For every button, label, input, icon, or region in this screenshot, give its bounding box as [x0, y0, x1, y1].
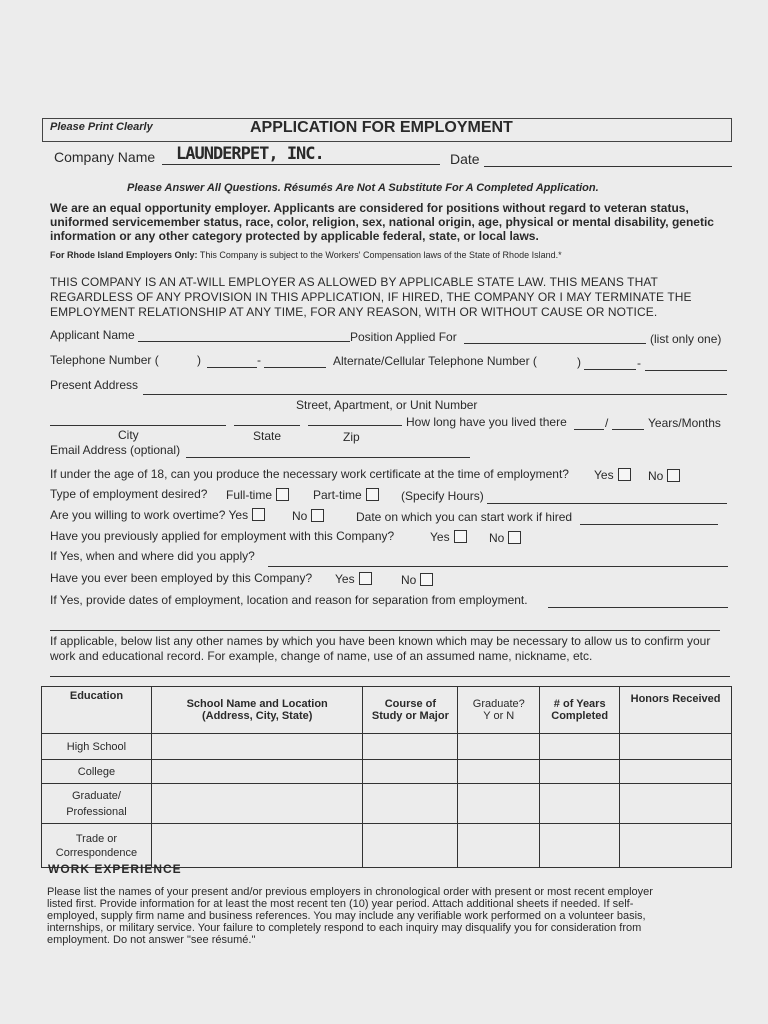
table-cell[interactable]	[458, 784, 540, 824]
employment-type-question: Type of employment desired?	[50, 487, 208, 501]
table-cell[interactable]	[620, 784, 732, 824]
overtime-no[interactable]	[292, 509, 324, 523]
previously-applied-no-checkbox[interactable]	[508, 531, 521, 544]
city-field[interactable]	[50, 425, 226, 426]
present-address-field[interactable]	[143, 394, 727, 395]
position-applied-label: Position Applied For	[350, 330, 457, 344]
specify-hours-label: (Specify Hours)	[401, 489, 484, 503]
previously-employed-yes-checkbox[interactable]	[359, 572, 372, 585]
state-caption: State	[253, 429, 282, 443]
graduate-header: Graduate? Y or N	[458, 687, 540, 734]
table-cell[interactable]	[458, 824, 540, 868]
table-cell[interactable]	[458, 734, 540, 760]
dates-reason-field-2[interactable]	[50, 630, 720, 631]
previously-employed-question: Have you ever been employed by this Company?	[50, 571, 313, 585]
table-cell[interactable]	[151, 784, 363, 824]
position-applied-field[interactable]	[464, 343, 646, 344]
table-cell[interactable]	[363, 824, 458, 868]
tel-close-paren: )	[197, 353, 201, 367]
street-caption: Street, Apartment, or Unit Number	[296, 398, 478, 412]
months-field[interactable]	[612, 429, 644, 430]
at-will-statement: THIS COMPANY IS AN AT-WILL EMPLOYER AS ALLOWED BY APPLICABLE STATE LAW. THIS MEANS THAT REGARDLESS OF ANY PROVISION IN THIS APPLICATION, IF HIRED, THE COMPANY OR I MAY TERMINATE THE EMPLOYMENT RELATIONSHIP AT ANY TIME, FOR ANY REASON, WITH OR WITHOUT CAUSE OR NOTICE.	[50, 275, 692, 319]
table-cell[interactable]	[540, 734, 620, 760]
part-time-option[interactable]	[313, 488, 379, 502]
telephone-label: Telephone Number (	[50, 353, 159, 367]
table-cell[interactable]	[363, 734, 458, 760]
previously-employed-no[interactable]	[401, 573, 433, 587]
previously-applied-no[interactable]	[489, 531, 521, 545]
under-18-no[interactable]	[648, 469, 680, 483]
previously-employed-no-checkbox[interactable]	[420, 573, 433, 586]
tel-dash: -	[257, 353, 261, 367]
other-names-instructions: If applicable, below list any other names by which you have been known which may be necessary to allow us to confirm your work and educational record. For example, change of name, use of an assumed name, nickname, etc.	[50, 634, 711, 663]
overtime-no-label: No	[292, 509, 308, 523]
company-name-value: LAUNDERPET, INC.	[176, 144, 324, 164]
print-clearly-note: Please Print Clearly	[50, 121, 153, 133]
previously-employed-yes-label: Yes	[335, 572, 355, 586]
education-header: Education	[42, 687, 152, 734]
start-date-field[interactable]	[580, 524, 718, 525]
previously-applied-yes[interactable]	[430, 530, 467, 544]
table-cell[interactable]	[620, 760, 732, 784]
applicant-name-field[interactable]	[138, 341, 350, 342]
rhode-island-note: For Rhode Island Employers Only: This Company is subject to the Workers' Compensation laws of the State of Rhode Island.*	[50, 250, 562, 260]
specify-hours-field[interactable]	[487, 503, 727, 504]
under-18-no-label: No	[648, 469, 664, 483]
telephone-field-prefix[interactable]	[207, 367, 257, 368]
company-name-line[interactable]	[162, 164, 440, 165]
table-cell[interactable]	[151, 734, 363, 760]
email-label: Email Address (optional)	[50, 443, 181, 457]
email-field[interactable]	[186, 457, 470, 458]
overtime-label: Are you willing to work overtime? Yes	[50, 508, 249, 522]
table-cell[interactable]	[363, 784, 458, 824]
overtime-yes-checkbox[interactable]	[252, 508, 265, 521]
alt-tel-dash: -	[637, 356, 641, 370]
table-cell[interactable]	[620, 824, 732, 868]
overtime-question[interactable]	[50, 508, 265, 522]
previously-employed-yes[interactable]	[335, 572, 372, 586]
under-18-no-checkbox[interactable]	[667, 469, 680, 482]
years-field[interactable]	[574, 429, 604, 430]
alt-telephone-field-number[interactable]	[645, 370, 727, 371]
table-row	[42, 824, 732, 868]
table-cell[interactable]	[458, 760, 540, 784]
when-where-question: If Yes, when and where did you apply?	[50, 549, 255, 563]
row-label-trade: Trade or Correspondence	[42, 824, 152, 868]
honors-header: Honors Received	[620, 687, 732, 734]
other-names-field[interactable]	[50, 676, 730, 677]
table-cell[interactable]	[151, 824, 363, 868]
table-row	[42, 734, 732, 760]
alt-telephone-label: Alternate/Cellular Telephone Number (	[333, 354, 537, 368]
under-18-question: If under the age of 18, can you produce the necessary work certificate at the time of employment?	[50, 467, 569, 481]
state-field[interactable]	[234, 425, 300, 426]
dates-reason-field-1[interactable]	[548, 607, 728, 608]
date-label: Date	[450, 151, 480, 167]
table-cell[interactable]	[540, 760, 620, 784]
previously-applied-yes-label: Yes	[430, 530, 450, 544]
table-cell[interactable]	[363, 760, 458, 784]
years-months-label: Years/Months	[648, 416, 721, 430]
full-time-checkbox[interactable]	[276, 488, 289, 501]
course-header: Course of Study or Major	[363, 687, 458, 734]
telephone-field-number[interactable]	[264, 367, 326, 368]
page-title: APPLICATION FOR EMPLOYMENT	[250, 119, 513, 136]
years-completed-header: # of Years Completed	[540, 687, 620, 734]
answer-all-notice: Please Answer All Questions. Résumés Are Not A Substitute For A Completed Application.	[127, 182, 599, 194]
row-label-graduate: Graduate/ Professional	[42, 784, 152, 824]
company-name-label: Company Name	[54, 149, 156, 165]
full-time-option[interactable]	[226, 488, 289, 502]
work-experience-heading: WORK EXPERIENCE	[48, 862, 182, 876]
under-18-yes-label: Yes	[594, 468, 614, 482]
under-18-yes[interactable]	[594, 468, 631, 482]
zip-field[interactable]	[308, 425, 402, 426]
start-date-label: Date on which you can start work if hired	[356, 510, 573, 524]
previously-employed-no-label: No	[401, 573, 417, 587]
present-address-label: Present Address	[50, 378, 139, 392]
table-row	[42, 760, 732, 784]
part-time-label: Part-time	[313, 488, 362, 502]
years-months-slash: /	[605, 416, 609, 430]
row-label-college: College	[42, 760, 152, 784]
overtime-no-checkbox[interactable]	[311, 509, 324, 522]
zip-caption: Zip	[343, 430, 360, 444]
education-header-row	[42, 687, 732, 734]
city-caption: City	[118, 428, 139, 442]
eeo-statement: We are an equal opportunity employer. Applicants are considered for positions without regard to veteran status, uniformed servicemember status, race, color, religion, sex, national origin, age, physical or mental disability, genetic information or any other category protected by applicable federal, state, or local laws.	[50, 201, 714, 243]
previously-applied-question: Have you previously applied for employment with this Company?	[50, 529, 395, 543]
work-experience-instructions: Please list the names of your present and/or previous employers in chronological order with present or most recent employer listed first. Provide information for at least the most recent ten (10) year period. Attach additional sheets if needed. If self- employed, supply firm name and business references. You may include any verifiable work performed on a volunteer basis, internships, or military service. Your failure to completely respond to each inquiry may disqualify you for consideration from employment. Do not answer "see résumé."	[47, 886, 653, 946]
full-time-label: Full-time	[226, 488, 273, 502]
applicant-name-label: Applicant Name	[50, 328, 135, 342]
table-row	[42, 784, 732, 824]
dates-reason-question: If Yes, provide dates of employment, location and reason for separation from employment.	[50, 593, 528, 607]
education-table	[41, 686, 732, 868]
previously-applied-yes-checkbox[interactable]	[454, 530, 467, 543]
when-where-field[interactable]	[268, 566, 728, 567]
alt-telephone-field-prefix[interactable]	[584, 369, 636, 370]
table-cell[interactable]	[151, 760, 363, 784]
table-cell[interactable]	[540, 824, 620, 868]
how-long-label: How long have you lived there	[406, 415, 567, 429]
table-cell[interactable]	[540, 784, 620, 824]
alt-tel-close-paren: )	[577, 355, 581, 369]
row-label-high-school: High School	[42, 734, 152, 760]
date-field[interactable]	[484, 166, 732, 167]
previously-applied-no-label: No	[489, 531, 505, 545]
list-only-one-note: (list only one)	[650, 332, 722, 346]
under-18-yes-checkbox[interactable]	[618, 468, 631, 481]
part-time-checkbox[interactable]	[366, 488, 379, 501]
table-cell[interactable]	[620, 734, 732, 760]
school-header: School Name and Location (Address, City, State)	[151, 687, 363, 734]
